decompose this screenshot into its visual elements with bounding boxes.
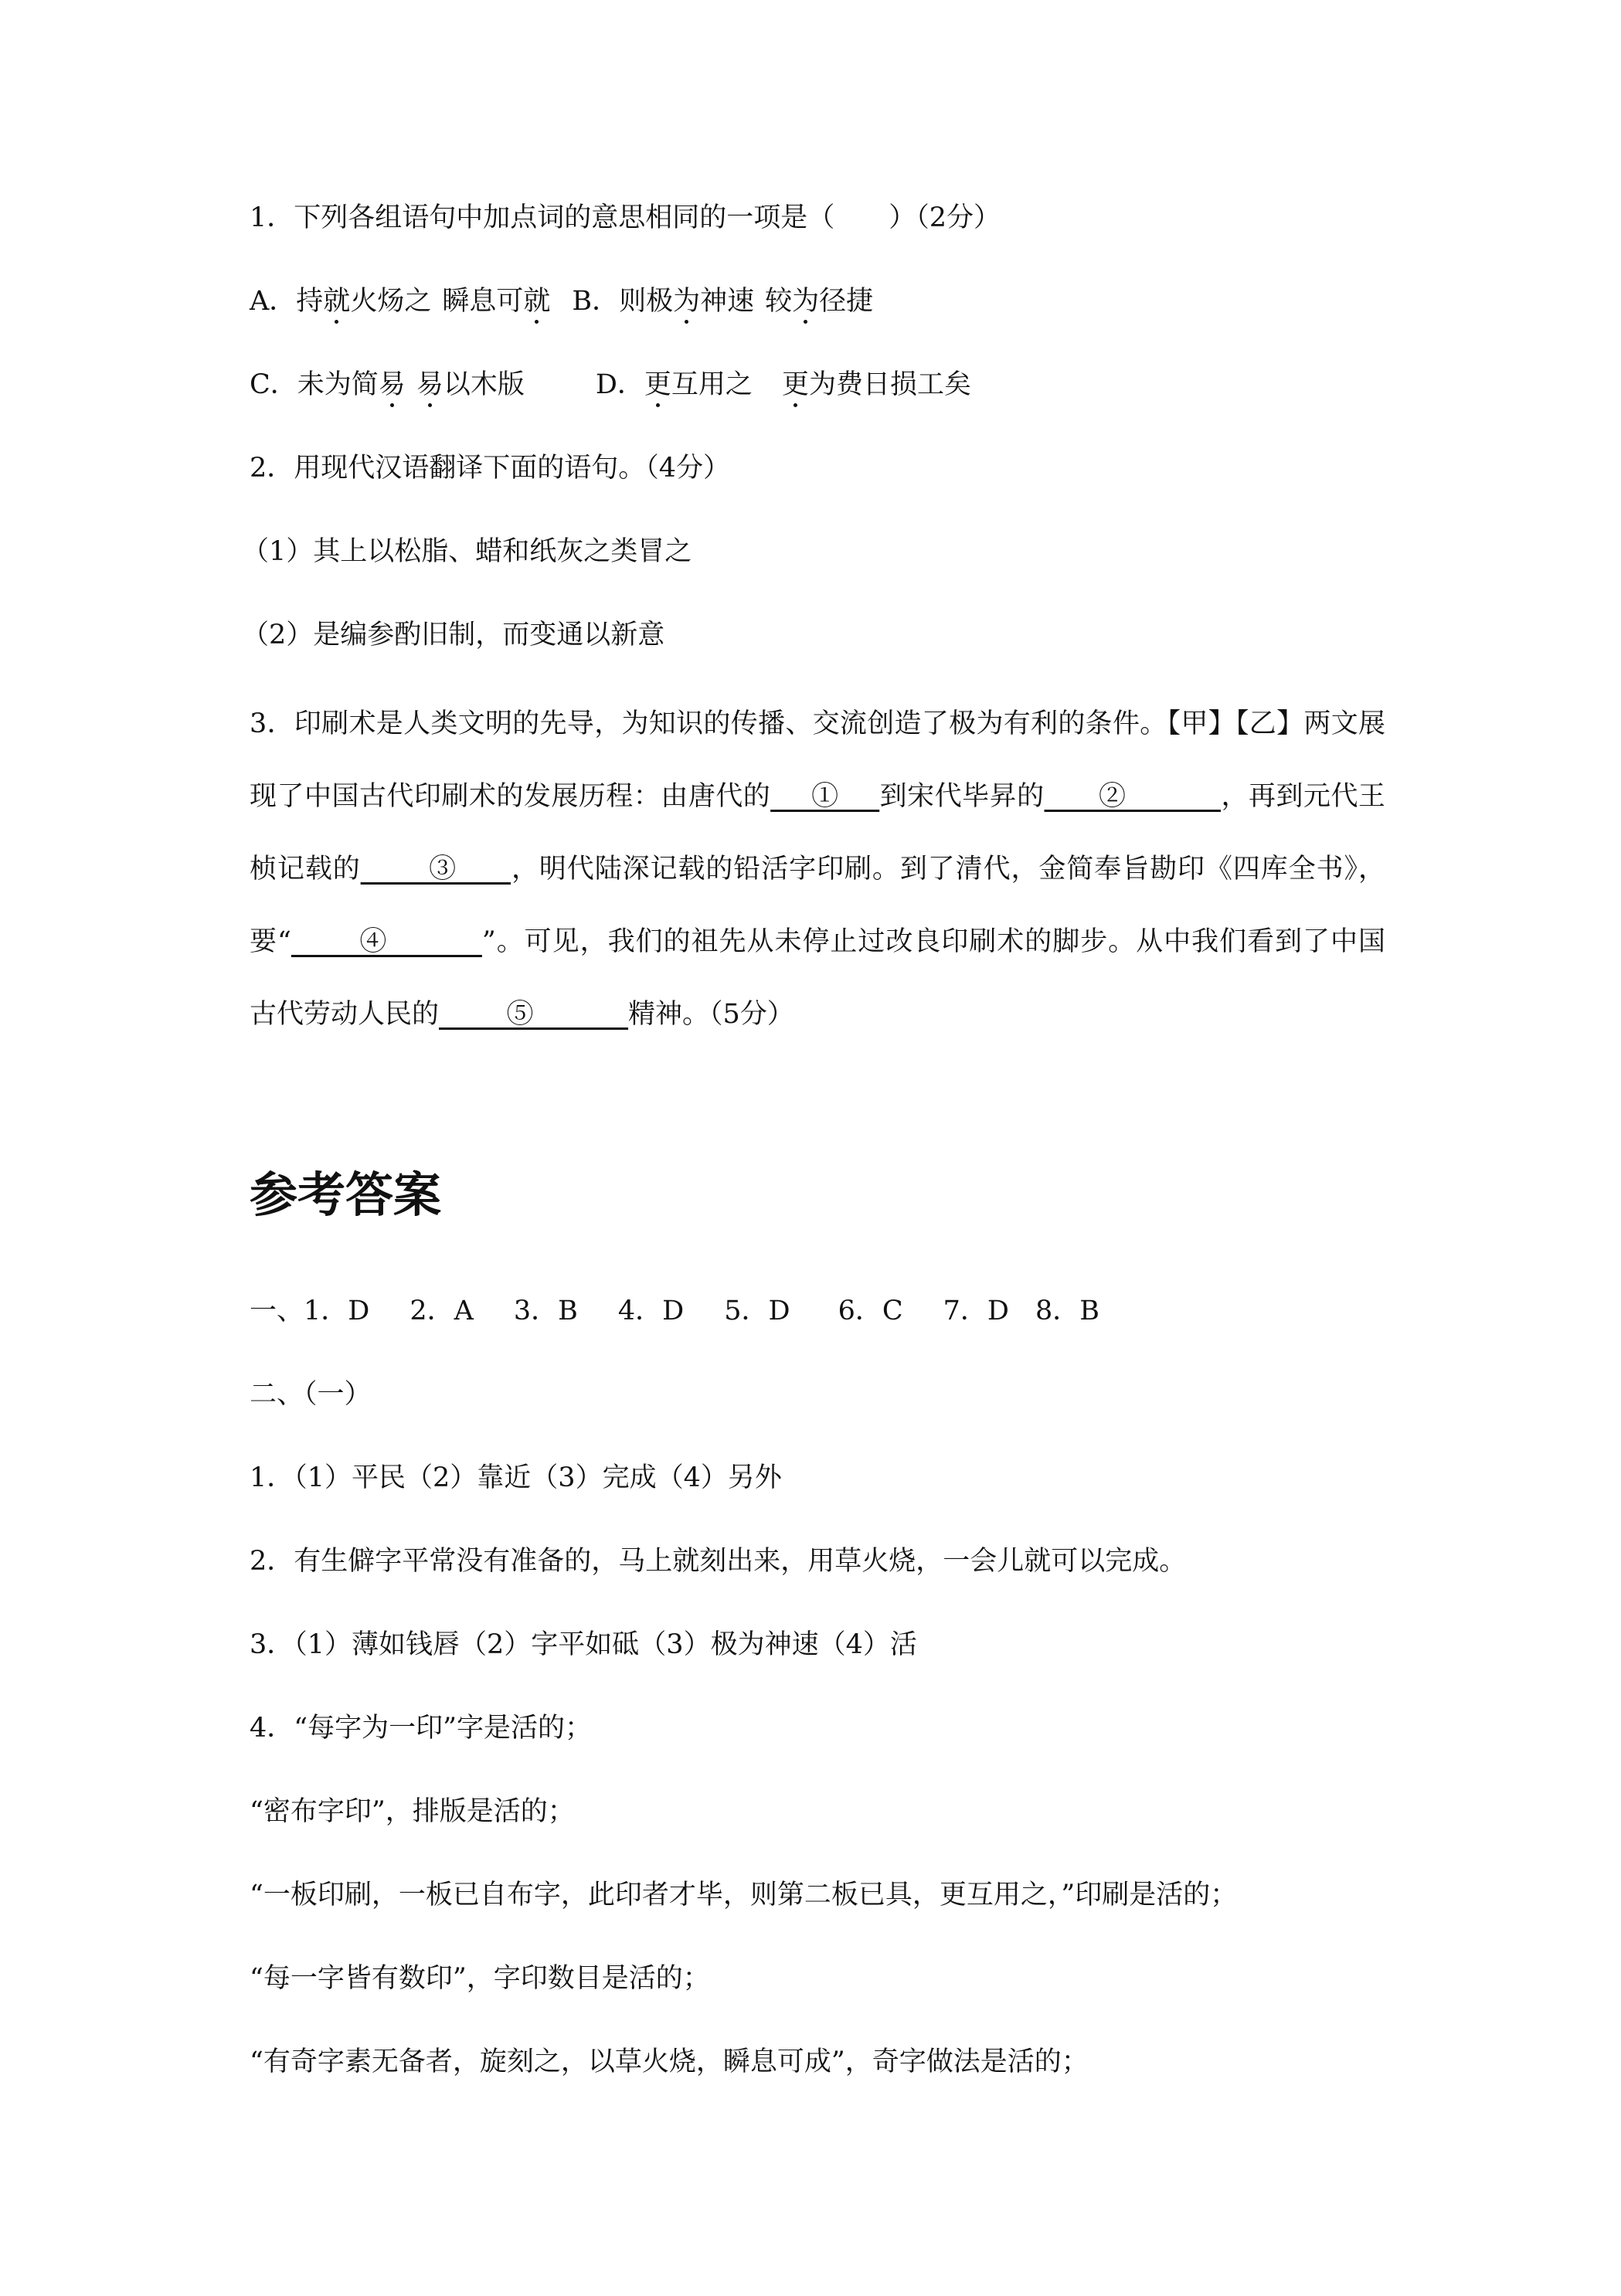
dotted-word: 更 — [644, 369, 671, 400]
question-3-text: ”。可见，我们的祖先从未停止过改良印刷术的脚步。从中我们看到了中国古代劳动人民的 — [250, 926, 1385, 1030]
answer-item: 6．C — [838, 1296, 903, 1326]
answer-2-4-line-2: “密布字印”，排版是活的； — [250, 1796, 575, 1827]
option-b-text: 则极 — [619, 286, 674, 317]
question-3-text: 到宋代毕昇的 — [879, 781, 1045, 812]
answer-item: 5．D — [724, 1296, 790, 1326]
question-1-options-cd — [250, 369, 971, 400]
question-3-paragraph — [250, 688, 1385, 1051]
option-d-text: 互用之 — [671, 369, 753, 400]
question-2-sentence-2: （2）是编参酌旧制，而变通以新意 — [242, 620, 665, 650]
dotted-word: 更 — [781, 369, 809, 400]
option-b-label: B． — [572, 286, 620, 317]
option-a-text: 火炀之 — [350, 286, 432, 317]
dotted-word: 为 — [792, 286, 820, 317]
answers-part-1 — [250, 1296, 1099, 1326]
option-b-text: 神速 — [700, 286, 755, 317]
fill-blank-5: _____⑤_______ — [439, 999, 629, 1030]
fill-blank-2: ____②_______ — [1044, 781, 1222, 812]
question-1-options-ab — [250, 286, 873, 317]
option-c-text: 未为简 — [297, 369, 379, 400]
answer-2-1: 1．（1）平民（2）靠近（3）完成（4）另外 — [250, 1462, 782, 1493]
dotted-word: 就 — [523, 286, 551, 317]
answer-2-4-line-5: “有奇字素无备者，旋刻之，以草火烧，瞬息可成”，奇字做法是活的； — [250, 2046, 1089, 2077]
option-b — [572, 286, 873, 317]
answer-2-2: 2．有生僻字平常没有准备的，马上就刻出来，用草火烧，一会儿就可以完成。 — [250, 1546, 1187, 1577]
answer-item: 4．D — [617, 1296, 685, 1326]
dotted-word: 易 — [378, 369, 406, 400]
option-c-label: C． — [250, 369, 297, 400]
answer-item: 1．D — [304, 1296, 370, 1326]
answer-2-4-line-3: “一板印刷，一板已自布字，此印者才毕，则第二板已具，更互用之，”印刷是活的； — [250, 1880, 1238, 1911]
answers-part-2-label: 二、（一） — [250, 1379, 372, 1410]
question-3-text: ，再到元代王桢记载的 — [250, 781, 1385, 885]
answers-part-1-label: 一、 — [250, 1296, 304, 1326]
question-1-stem: 1．下列各组语句中加点词的意思相同的一项是（ ）（2分） — [250, 202, 1001, 233]
fill-blank-1: ___①___ — [770, 781, 880, 812]
option-d — [596, 369, 971, 400]
option-a — [250, 286, 550, 317]
option-b-text: 径捷 — [819, 286, 874, 317]
question-2-sentence-1: （1）其上以松脂、蜡和纸灰之类冒之 — [242, 536, 692, 567]
dotted-word: 易 — [416, 369, 443, 400]
answer-item: 8．B — [1035, 1296, 1099, 1326]
option-d-text: 为费日损工矣 — [808, 369, 971, 400]
option-a-label: A． — [250, 286, 297, 317]
question-3-text: ，明代陆深记载的铅活字印刷。到了清代，金简奉旨勘印《四库全书》，要“ — [250, 854, 1385, 957]
answer-2-4-line-1: 4．“每字为一印”字是活的； — [250, 1713, 593, 1744]
dotted-word: 就 — [323, 286, 351, 317]
dotted-word: 为 — [673, 286, 701, 317]
option-d-label: D． — [595, 369, 644, 400]
option-a-text: 瞬息可 — [442, 286, 524, 317]
option-b-text: 较 — [765, 286, 793, 317]
fill-blank-4: _____④_______ — [291, 926, 482, 957]
option-c-text: 以木版 — [443, 369, 525, 400]
answer-item: 3．B — [513, 1296, 578, 1326]
answers-heading: 参考答案 — [250, 1167, 442, 1223]
answer-item: 7．D — [943, 1296, 1009, 1326]
question-2-stem: 2．用现代汉语翻译下面的语句。（4分） — [250, 453, 731, 484]
answer-item: 2．A — [409, 1296, 474, 1326]
answer-2-3: 3．（1）薄如钱唇（2）字平如砥（3）极为神速（4）活 — [250, 1629, 917, 1660]
option-a-text: 持 — [296, 286, 324, 317]
question-3-text: 精神。（5分） — [628, 999, 794, 1030]
fill-blank-3: _____③____ — [360, 854, 511, 885]
answer-2-4-line-4: “每一字皆有数印”，字印数目是活的； — [250, 1963, 710, 1994]
option-c — [250, 369, 525, 400]
question-3-text: 3．印刷术是人类文明的先导，为知识的传播、交流创造了极为有利的条件。【甲】【乙】两文展现了中国古代印刷术的发展历程：由唐代的 — [250, 708, 1385, 812]
